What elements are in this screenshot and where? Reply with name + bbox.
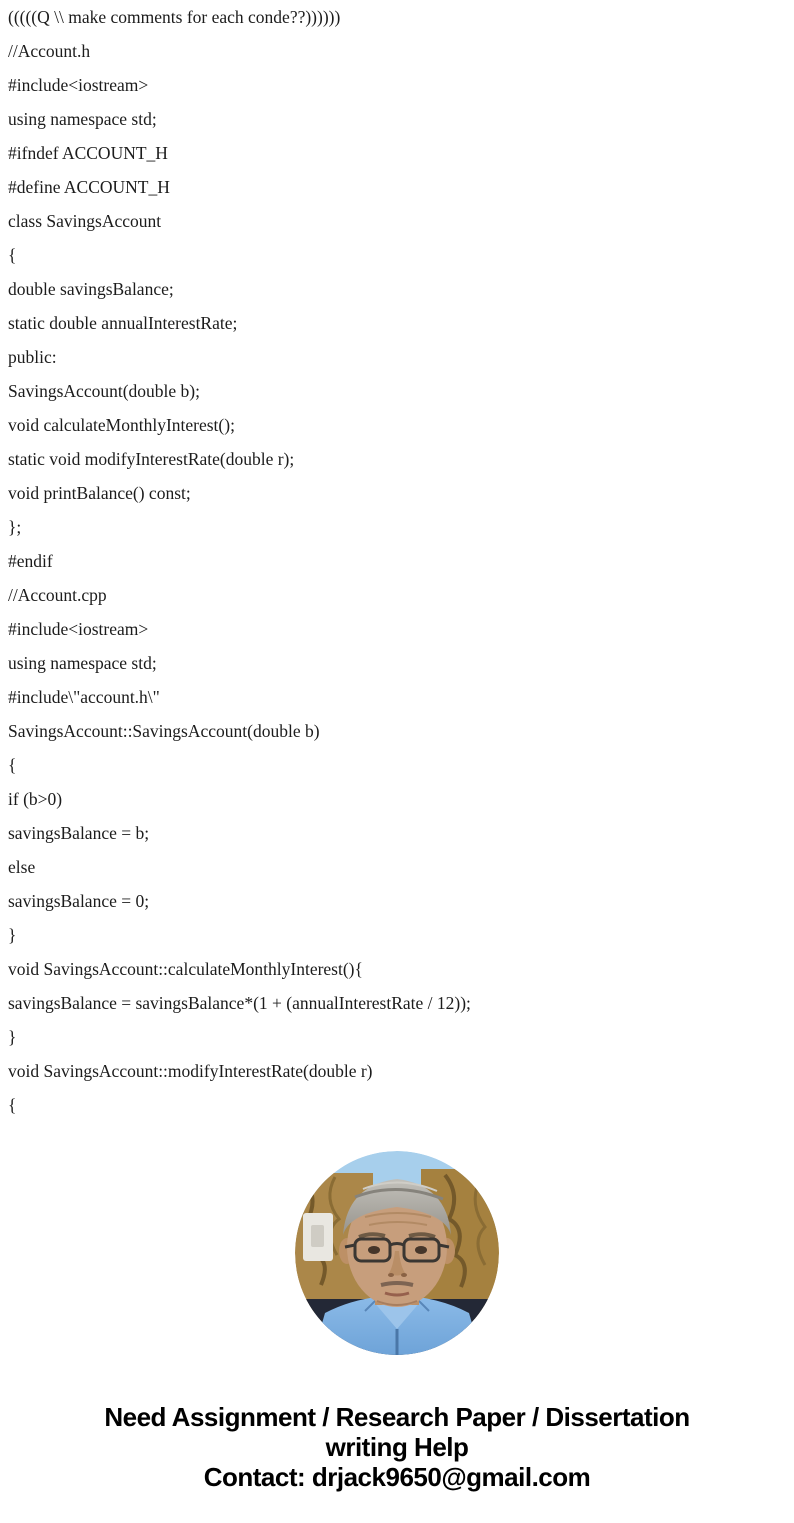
footer-ad	[0, 1402, 794, 1492]
code-line: void calculateMonthlyInterest();	[8, 415, 235, 435]
code-line: //Account.h	[8, 41, 91, 61]
code-line: class SavingsAccount	[8, 211, 162, 231]
code-line: void SavingsAccount::calculateMonthlyInterest(){	[8, 959, 363, 979]
footer-line-2: writing Help	[325, 1432, 469, 1462]
code-line: savingsBalance = b;	[8, 823, 150, 843]
code-line: static void modifyInterestRate(double r);	[8, 449, 295, 469]
footer-line-1: Need Assignment / Research Paper / Dissertation	[104, 1402, 690, 1432]
code-line: #include<iostream>	[8, 619, 149, 639]
code-line: savingsBalance = 0;	[8, 891, 150, 911]
code-line: {	[8, 755, 17, 775]
code-line: {	[8, 245, 17, 265]
code-line: }	[8, 1027, 17, 1047]
code-line: {	[8, 1095, 17, 1115]
code-line: void printBalance() const;	[8, 483, 191, 503]
code-line: else	[8, 857, 36, 877]
code-line: #endif	[8, 551, 53, 571]
footer-contact-line: Contact: drjack9650@gmail.com	[203, 1462, 591, 1492]
code-line: using namespace std;	[8, 653, 157, 673]
code-line: };	[8, 517, 22, 537]
code-line: SavingsAccount(double b);	[8, 381, 200, 401]
code-line: void SavingsAccount::modifyInterestRate(double r)	[8, 1061, 373, 1081]
code-line: #define ACCOUNT_H	[8, 177, 170, 197]
code-line: public:	[8, 347, 57, 367]
code-line: #ifndef ACCOUNT_H	[8, 143, 168, 163]
code-line: //Account.cpp	[8, 585, 107, 605]
code-line: using namespace std;	[8, 109, 157, 129]
code-line: (((((Q \\ make comments for each conde??))))))	[8, 7, 341, 27]
code-line: savingsBalance = savingsBalance*(1 + (annualInterestRate / 12));	[8, 993, 471, 1013]
code-line: static double annualInterestRate;	[8, 313, 238, 333]
code-line: #include\"account.h\"	[8, 687, 160, 707]
code-line: if (b>0)	[8, 789, 63, 809]
code-line: }	[8, 925, 17, 945]
avatar-photo	[295, 1151, 499, 1355]
code-line: #include<iostream>	[8, 75, 149, 95]
code-block	[8, 0, 790, 1122]
avatar	[295, 1151, 499, 1355]
code-line: SavingsAccount::SavingsAccount(double b)	[8, 721, 320, 741]
code-line: double savingsBalance;	[8, 279, 174, 299]
